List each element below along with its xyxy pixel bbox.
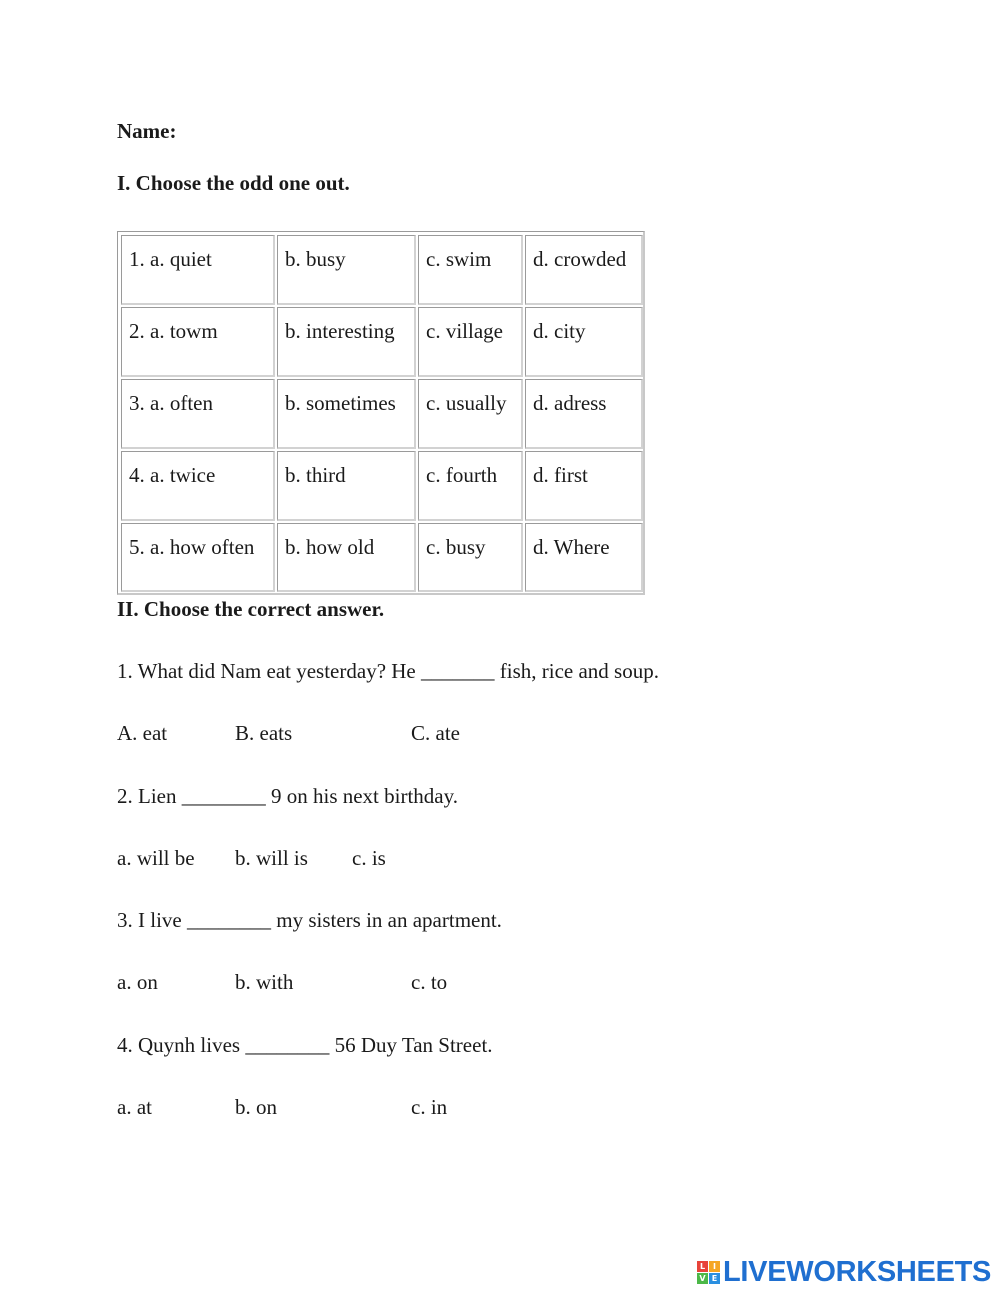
question-2-option-b[interactable]: b. will is xyxy=(235,846,308,870)
question-4-option-a[interactable]: a. at xyxy=(117,1095,152,1119)
question-1-option-c[interactable]: C. ate xyxy=(411,721,460,745)
table-cell: 4. a. twice xyxy=(121,451,275,521)
table-cell: c. swim xyxy=(418,235,523,305)
question-2-text: 2. Lien ________ 9 on his next birthday. xyxy=(117,784,459,808)
table-cell: b. third xyxy=(277,451,416,521)
logo-block: E xyxy=(709,1273,720,1284)
odd-one-out-table xyxy=(117,231,645,595)
table-cell: 2. a. towm xyxy=(121,307,275,377)
table-cell: d. city xyxy=(525,307,643,377)
table-cell: c. busy xyxy=(418,523,523,592)
table-cell: d. first xyxy=(525,451,643,521)
table-cell: 3. a. often xyxy=(121,379,275,449)
table-cell: b. interesting xyxy=(277,307,416,377)
table-cell: c. fourth xyxy=(418,451,523,521)
liveworksheets-logo xyxy=(697,1255,991,1289)
question-4-option-c[interactable]: c. in xyxy=(411,1095,448,1119)
question-2-option-c[interactable]: c. is xyxy=(352,846,386,870)
section-2-title: II. Choose the correct answer. xyxy=(117,597,385,621)
table-cell: 5. a. how often xyxy=(121,523,275,592)
table-cell: c. usually xyxy=(418,379,523,449)
logo-block: V xyxy=(697,1273,708,1284)
section-1-title: I. Choose the odd one out. xyxy=(117,171,350,195)
table-cell: 1. a. quiet xyxy=(121,235,275,305)
question-1-option-a[interactable]: A. eat xyxy=(117,721,168,745)
table-cell: c. village xyxy=(418,307,523,377)
table-cell: b. how old xyxy=(277,523,416,592)
question-1-text: 1. What did Nam eat yesterday? He _______ fish, rice and soup. xyxy=(117,659,659,683)
question-4-option-b[interactable]: b. on xyxy=(235,1095,277,1119)
question-2-option-a[interactable]: a. will be xyxy=(117,846,195,870)
table-cell: d. adress xyxy=(525,379,643,449)
question-1-option-b[interactable]: B. eats xyxy=(235,721,293,745)
logo-block: I xyxy=(709,1261,720,1272)
name-label: Name: xyxy=(117,119,177,143)
question-3-option-a[interactable]: a. on xyxy=(117,970,158,994)
question-3-text: 3. I live ________ my sisters in an apartment. xyxy=(117,908,502,932)
table-cell: d. Where xyxy=(525,523,643,592)
table-cell: d. crowded xyxy=(525,235,643,305)
table-cell: b. sometimes xyxy=(277,379,416,449)
question-4-text: 4. Quynh lives ________ 56 Duy Tan Street. xyxy=(117,1033,493,1057)
table-cell: b. busy xyxy=(277,235,416,305)
logo-text: LIVEWORKSHEETS xyxy=(723,1256,992,1288)
logo-blocks-icon xyxy=(697,1261,720,1284)
question-3-option-b[interactable]: b. with xyxy=(235,970,294,994)
logo-block: L xyxy=(697,1261,708,1272)
question-3-option-c[interactable]: c. to xyxy=(411,970,448,994)
